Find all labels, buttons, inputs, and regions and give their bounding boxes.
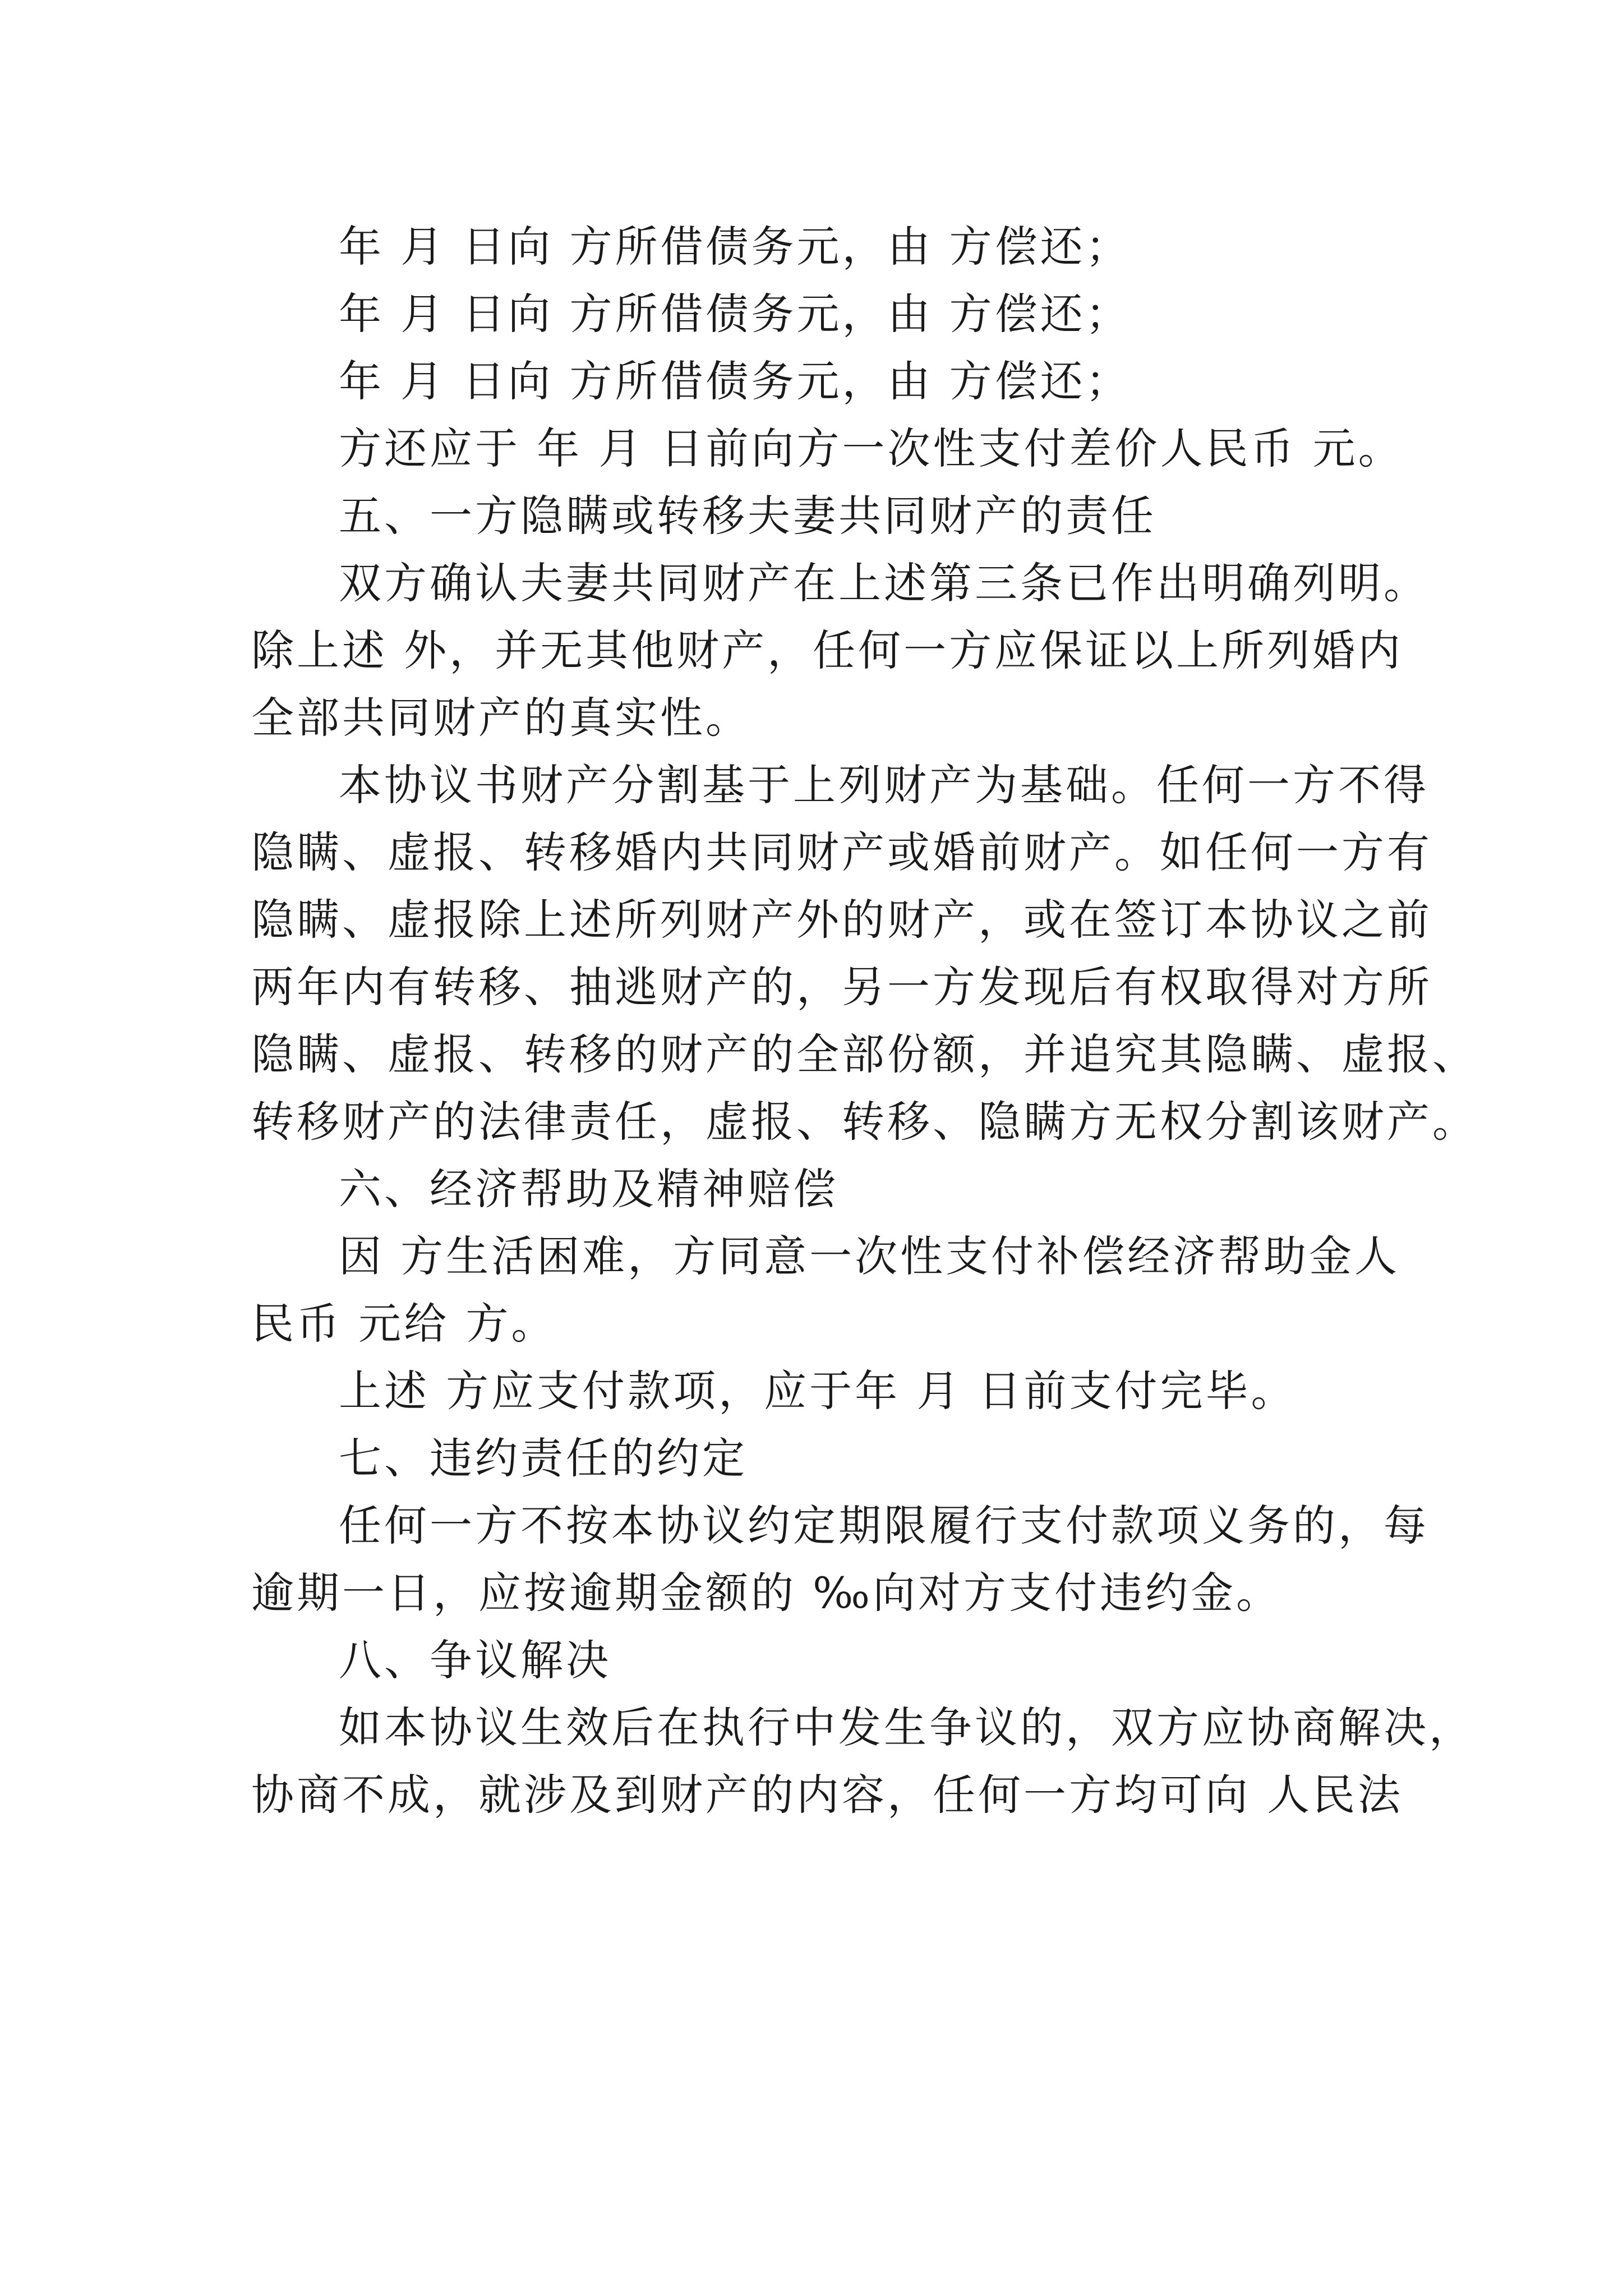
section-heading: 八、争议解决 <box>339 1635 611 1685</box>
text-line: 协商不成，就涉及到财产的内容，任何一方均可向 人民法 <box>251 1770 1404 1820</box>
text-line: 民币 元给 方。 <box>251 1299 557 1349</box>
text-line: 年 月 日向 方所借债务元，由 方偿还； <box>339 356 1131 406</box>
text-line: 除上述 外，并无其他财产，任何一方应保证以上所列婚内 <box>251 625 1404 675</box>
section-heading: 五、一方隐瞒或转移夫妻共同财产的责任 <box>339 491 1156 541</box>
text-line: 上述 方应支付款项，应于年 月 日前支付完毕。 <box>339 1366 1297 1416</box>
text-line: 两年内有转移、抽逃财产的，另一方发现后有权取得对方所 <box>251 962 1432 1012</box>
text-line: 如本协议生效后在执行中发生争议的，双方应协商解决， <box>339 1703 1474 1752</box>
text-line: 隐瞒、虚报、转移婚内共同财产或婚前财产。如任何一方有 <box>251 827 1432 877</box>
text-line: 年 月 日向 方所借债务元，由 方偿还； <box>339 289 1131 339</box>
section-heading: 六、经济帮助及精神赔偿 <box>339 1164 838 1214</box>
text-line: 隐瞒、虚报除上述所列财产外的财产，或在签订本协议之前 <box>251 895 1432 945</box>
text-line: 隐瞒、虚报、转移的财产的全部份额，并追究其隐瞒、虚报、 <box>251 1029 1478 1079</box>
text-line: 本协议书财产分割基于上列财产为基础。任何一方不得 <box>339 760 1429 810</box>
text-line: 逾期一日，应按逾期金额的 ‰向对方支付违约金。 <box>251 1568 1282 1618</box>
text-line: 全部共同财产的真实性。 <box>251 693 751 743</box>
text-line: 转移财产的法律责任，虚报、转移、隐瞒方无权分割该财产。 <box>251 1097 1478 1147</box>
text-line: 双方确认夫妻共同财产在上述第三条已作出明确列明。 <box>339 558 1429 608</box>
section-heading: 七、违约责任的约定 <box>339 1433 748 1483</box>
text-line: 任何一方不按本协议约定期限履行支付款项义务的，每 <box>339 1501 1429 1550</box>
text-line: 因 方生活困难，方同意一次性支付补偿经济帮助金人 <box>339 1231 1400 1281</box>
text-line: 方还应于 年 月 日前向方一次性支付差价人民币 元。 <box>339 424 1404 473</box>
text-line: 年 月 日向 方所借债务元，由 方偿还； <box>339 222 1131 272</box>
